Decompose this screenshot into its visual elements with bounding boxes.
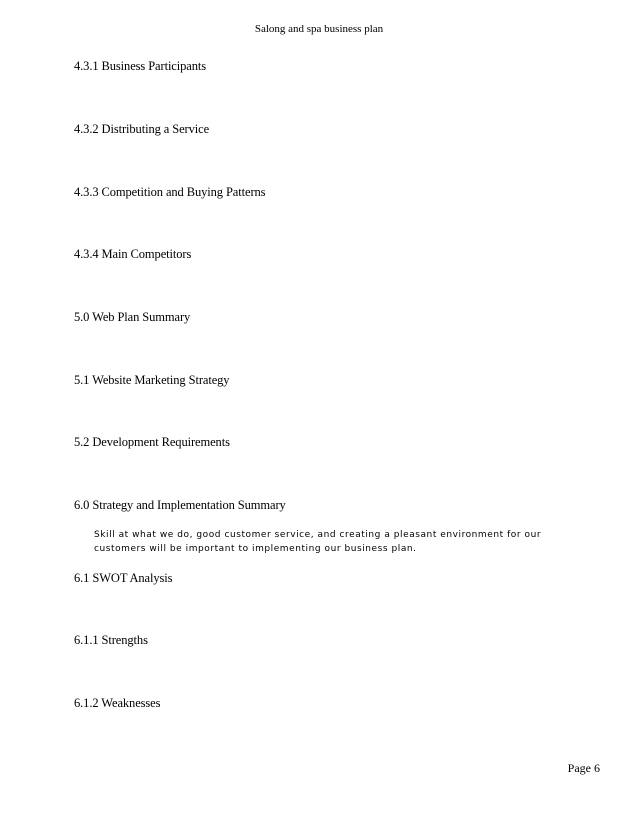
section-heading-4-3-1: 4.3.1 Business Participants [74,59,207,73]
section-heading-6-1-1: 6.1.1 Strengths [74,633,148,647]
body-line-1: Skill at what we do, good customer service, and creating a pleasant environment for our [94,530,542,540]
body-line-2: customers will be important to implementing our business plan. [94,544,417,554]
section-heading-5-1: 5.1 Website Marketing Strategy [74,373,230,387]
section-heading-4-3-3: 4.3.3 Competition and Buying Patterns [74,185,266,199]
section-heading-6-1-2: 6.1.2 Weaknesses [74,696,161,710]
section-body-6-0 [94,528,584,556]
section-heading-5-0: 5.0 Web Plan Summary [74,310,191,324]
section-heading-4-3-2: 4.3.2 Distributing a Service [74,122,210,136]
page-number: Page 6 [567,761,600,775]
section-heading-5-2: 5.2 Development Requirements [74,435,230,449]
section-heading-6-0: 6.0 Strategy and Implementation Summary [74,498,286,512]
section-heading-4-3-4: 4.3.4 Main Competitors [74,247,192,261]
section-heading-6-1: 6.1 SWOT Analysis [74,571,173,585]
page-header: Salong and spa business plan [254,23,384,35]
